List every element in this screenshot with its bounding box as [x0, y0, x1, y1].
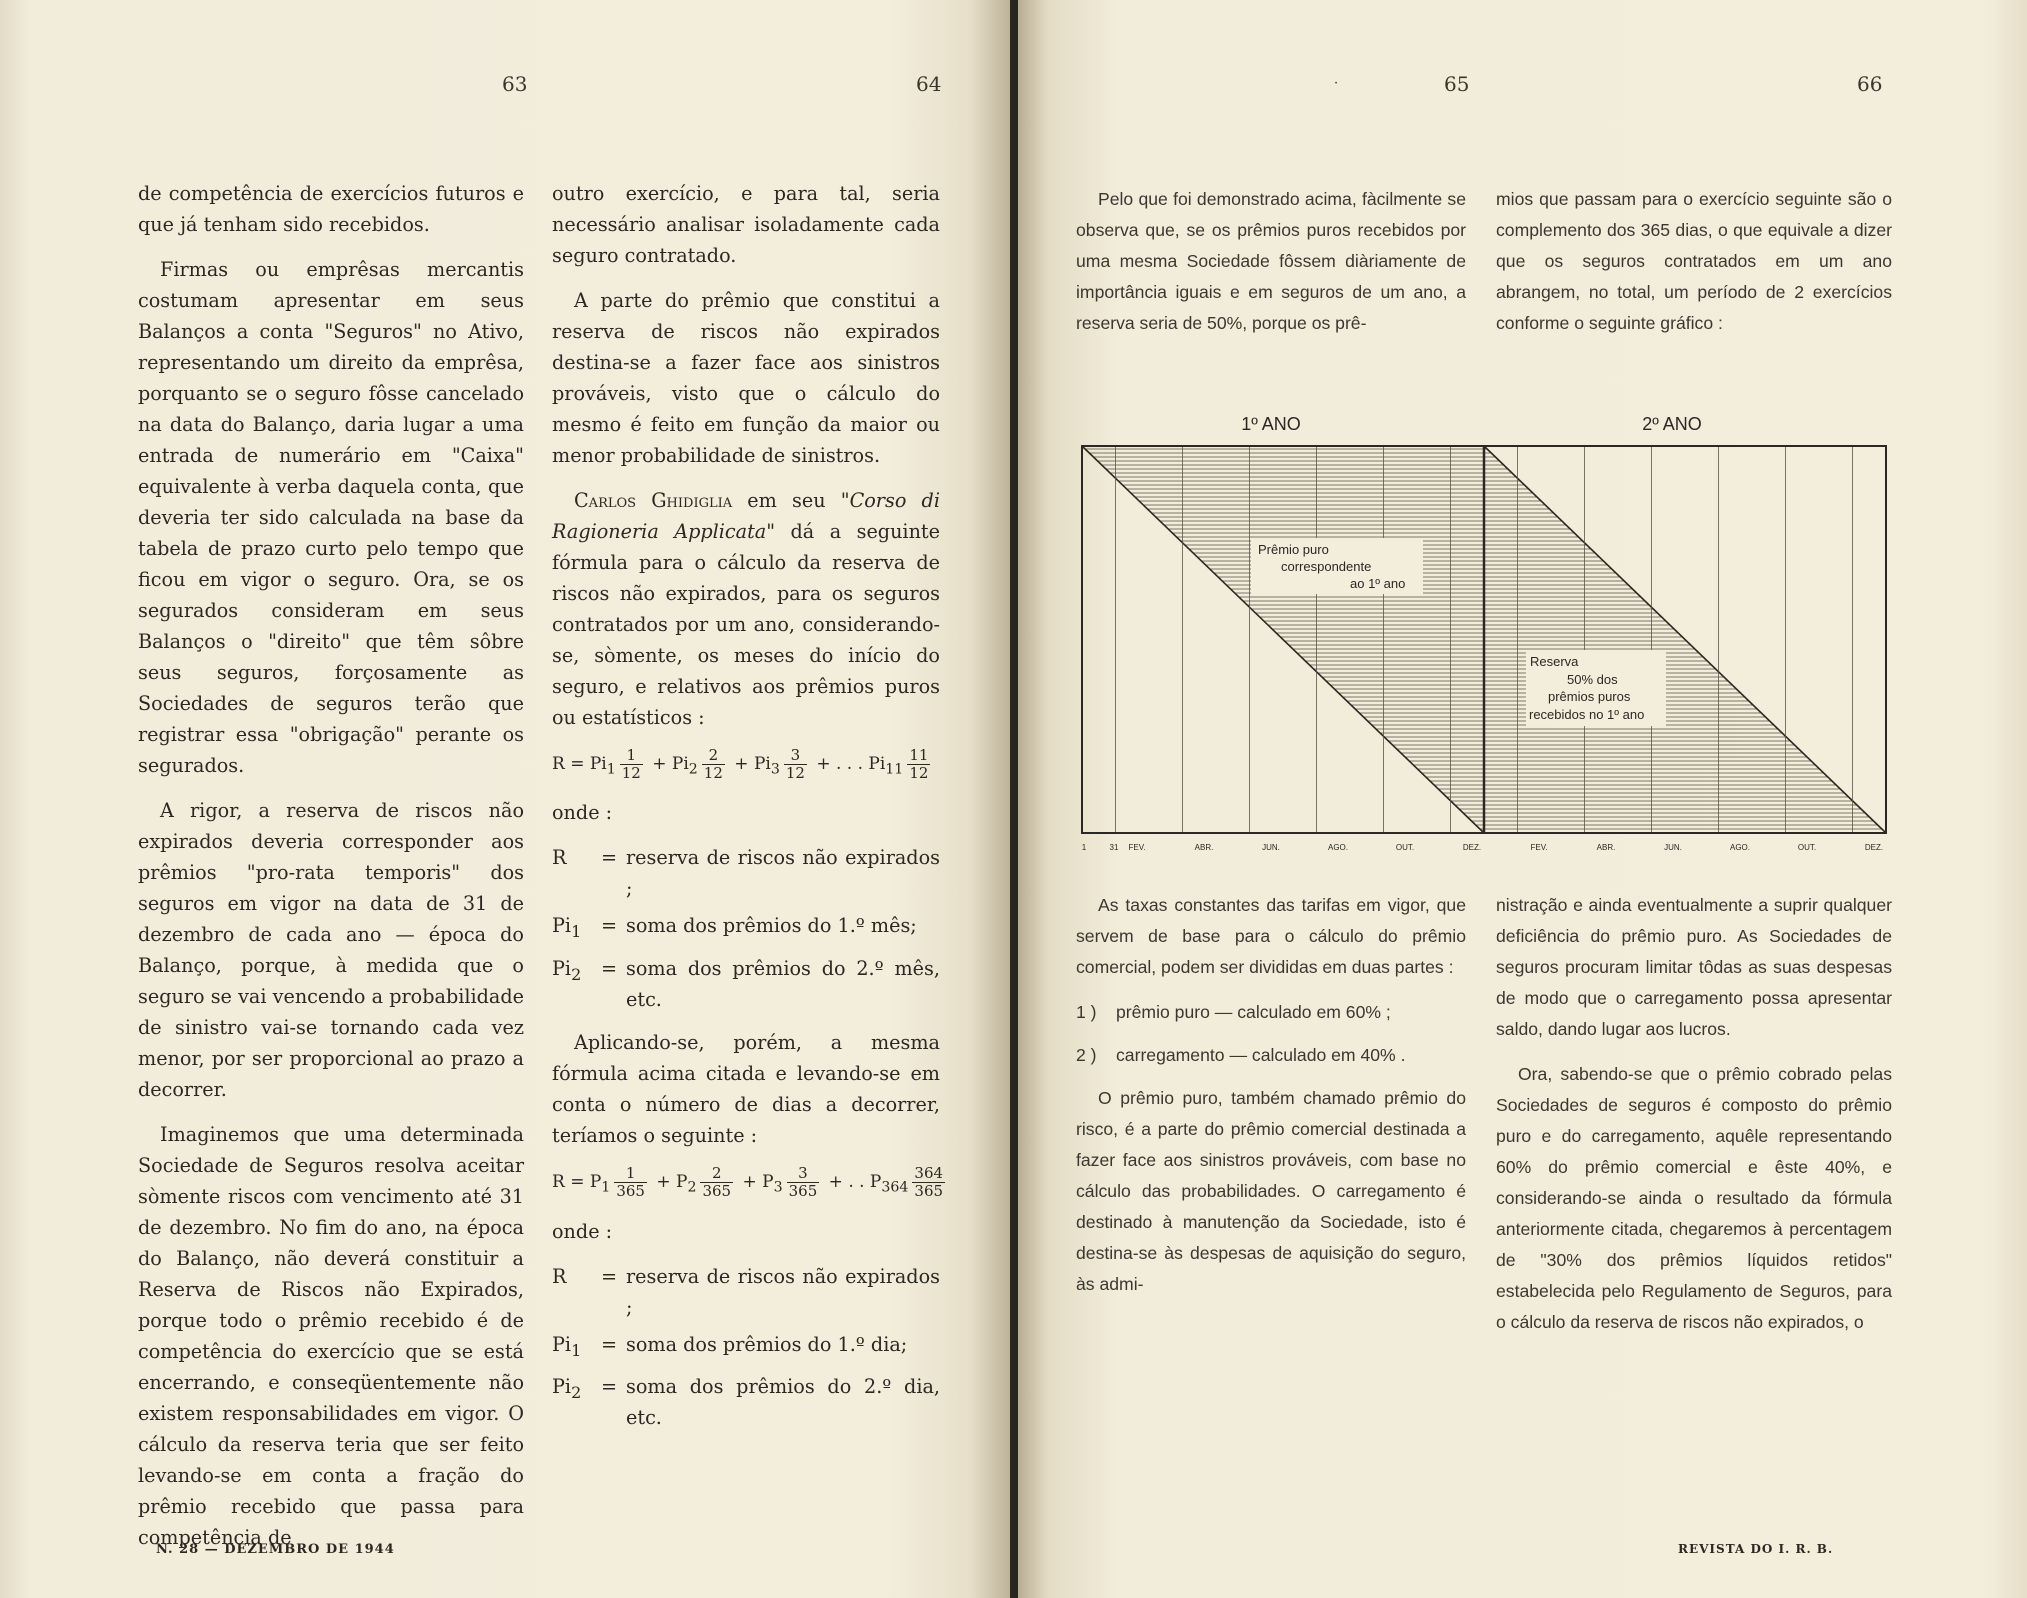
- numerator: 3: [787, 1165, 820, 1183]
- list-number: 2 ): [1076, 1045, 1097, 1065]
- area-label-reserva: [1526, 650, 1666, 726]
- paragraph: mios que passam para o exercício seguinte são o complemento dos 365 dias, o que equivale a dizer que os seguros contratados em um ano abrangem, no total, um período de 2 exercícios conforme o seguinte gráfico :: [1496, 189, 1892, 333]
- area-label-line: prêmios puros: [1548, 689, 1631, 704]
- area-label-line: recebidos no 1º ano: [1529, 707, 1645, 722]
- symbol-sub: 1: [571, 1340, 582, 1360]
- page-number-65: 65: [1444, 72, 1470, 96]
- formula-daily: [552, 1164, 944, 1203]
- paragraph: Firmas ou emprêsas mercantis costumam apresentar em seus Balanços a conta "Seguros" no Ativo, representando um direito da emprêsa, porquanto se o seguro fôsse cancelado na data do Balanço, daria lugar a uma entrada de numerário em "Caixa" equivalente à verba daquela conta, que deveria ter sido calculada na base da tabela de prazo curto pelo tempo que ficou em vigor o seguro. Ora, se os segurados consideram em seus Balanços o "direito" que têm sôbre seus seguros, forçosamente as Sociedades de seguros terão que registrar essa "obrigação" perante os segurados.: [138, 258, 524, 777]
- text-run: em seu: [732, 489, 841, 512]
- area-label-line: ao 1º ano: [1350, 576, 1406, 591]
- text-run: dá a seguinte fórmula para o cálculo da reserva de riscos não expirados, para os seguros contratados por um ano, considerando-se, sòmente, os meses do início do seguro, e relativos aos prêmios puros ou estatísticos :: [552, 520, 940, 729]
- definitions-list-2: [552, 1261, 940, 1434]
- panel-title-1: 1º ANO: [1241, 414, 1301, 434]
- equals: =: [600, 957, 618, 981]
- symbol-sub: 2: [571, 965, 582, 985]
- paragraph: Aplicando-se, porém, a mesma fórmula acima citada e levando-se em conta o número de dias a decorrer, teríamos o seguinte :: [552, 1031, 940, 1148]
- denominator: 365: [616, 1182, 645, 1201]
- list-text: carregamento — calculado em 40% .: [1116, 1045, 1406, 1065]
- fraction: [702, 747, 725, 782]
- numerator: 1: [620, 747, 643, 765]
- numerator: 1: [614, 1165, 647, 1183]
- paragraph: Imaginemos que uma determinada Sociedade de Seguros resolva aceitar sòmente riscos com vencimento até 31 de dezembro. No fim do ano, na época do Balanço, não deverá constituir a Reserva de Riscos não Expirados, porque todo o prêmio recebido é de competência do exercício que se está encerrando, e conseqüentemente não existem responsabilidades em vigor. O cálculo da reserva teria que ser feito levando-se em conta a fração do prêmio recebido que passa para competência de: [138, 1123, 524, 1549]
- x-axis-ticks: [1082, 843, 1883, 852]
- column-page-65-top: [1076, 184, 1466, 353]
- formula-term: + P: [742, 1172, 774, 1193]
- definitions-list-1: [552, 842, 940, 1015]
- numerator: 2: [700, 1165, 733, 1183]
- fraction: [700, 1165, 733, 1200]
- fraction: [620, 747, 643, 782]
- symbol: [552, 842, 592, 904]
- paragraph: nistração e ainda eventualmente a suprir qualquer deficiência do prêmio puro. As Sociedades de seguros procuram limitar tôdas as suas despesas de modo que o carregamento possa apresentar saldo, dando lugar aos lucros.: [1496, 895, 1892, 1039]
- definition-row: [552, 910, 940, 947]
- symbol-text: R: [552, 846, 567, 870]
- equals: =: [600, 1375, 618, 1399]
- formula-subscript: 3: [770, 761, 780, 778]
- page-number-66: 66: [1857, 72, 1883, 96]
- paragraph: A rigor, a reserva de riscos não expirados deveria corresponder aos prêmios "pro-rata temporis" dos seguros em vigor na data de 31 de dezembro de cada ano — época do Balanço, porque, à medida que o seguro se vai vencendo a probabilidade de sinistro vai-se tornando cada vez menor, por ser proporcional ao prazo a decorrer.: [138, 799, 524, 1101]
- x-tick-label: JUN.: [1262, 843, 1280, 852]
- symbol: [552, 953, 592, 1015]
- formula-subscript: 1: [606, 761, 616, 778]
- definition-row: [552, 1371, 940, 1433]
- paragraph: Pelo que foi demonstrado acima, fàcilmente se observa que, se os prêmios puros recebidos por uma mesma Sociedade fôssem diàriamente de importância iguais e em seguros de um ano, a reserva seria de 50%, porque os prê-: [1076, 189, 1466, 333]
- area-label-line: correspondente: [1281, 559, 1372, 574]
- author-name: Carlos Ghidiglia: [574, 489, 733, 512]
- column-page-63: [138, 178, 524, 1567]
- formula-subscript: 11: [885, 761, 904, 778]
- area-label-line: Prêmio puro: [1258, 542, 1329, 557]
- x-tick-label: OUT.: [1395, 843, 1415, 852]
- definition-text: soma dos prêmios do 2.º dia, etc.: [626, 1375, 940, 1430]
- denominator: 12: [621, 764, 641, 782]
- formula-subscript: 2: [688, 761, 698, 778]
- footer-issue: N. 28 — DEZEMBRO DE 1944: [156, 1542, 395, 1557]
- symbol-text: Pi: [552, 957, 572, 981]
- column-page-65-bottom: [1076, 890, 1466, 1314]
- list-item: [1076, 997, 1466, 1028]
- definition-text: reserva de riscos não expirados ;: [626, 1264, 940, 1319]
- definition-row: [552, 953, 940, 1015]
- formula-term: R = P: [552, 1172, 602, 1193]
- denominator: 365: [788, 1182, 818, 1201]
- definition-text: soma dos prêmios do 2.º mês, etc.: [626, 957, 940, 1012]
- x-tick-label: 31: [1109, 843, 1119, 852]
- formula-term: + P: [656, 1172, 688, 1193]
- formula-term: + . . P: [828, 1172, 882, 1193]
- paragraph: O prêmio puro, também chamado prêmio do risco, é a parte do prêmio comercial destinada a fazer face aos sinistros prováveis, com base no cálculo das probabilidades. O carregamento é destinado à manutenção da Sociedade, isto é destina-se às despesas de aquisição do seguro, às admi-: [1076, 1088, 1466, 1294]
- paragraph: outro exercício, e para tal, seria necessário analisar isoladamente cada seguro contratado.: [552, 182, 940, 267]
- definition-row: [552, 842, 940, 904]
- page-number-63: 63: [502, 72, 528, 96]
- denominator: 12: [785, 764, 805, 782]
- formula-term: + . . . Pi: [816, 754, 886, 774]
- footer-journal: REVISTA DO I. R. B.: [1678, 1542, 1834, 1556]
- book-title: "Corso di Ragioneria Applicata": [552, 489, 940, 543]
- page-mark: ·: [1334, 76, 1339, 91]
- definition-row: [552, 1261, 940, 1323]
- numerator: 364: [914, 1164, 944, 1183]
- reserve-chart-svg: [1078, 408, 1891, 853]
- definition-text: reserva de riscos não expirados ;: [626, 846, 940, 901]
- fraction: [614, 1165, 647, 1200]
- column-page-66-bottom: [1496, 890, 1892, 1352]
- fraction: [907, 747, 930, 782]
- fraction: [787, 1165, 820, 1200]
- onde-label: onde :: [552, 1219, 613, 1243]
- symbol: [552, 1371, 592, 1433]
- x-tick-label: ABR.: [1596, 843, 1616, 852]
- x-tick-label: OUT.: [1797, 843, 1817, 852]
- paragraph: de competência de exercícios futuros e que já tenham sido recebidos.: [138, 182, 524, 236]
- definition-row: [552, 1329, 940, 1366]
- symbol-text: R: [552, 1264, 567, 1288]
- equals: =: [600, 846, 618, 870]
- numerator: 2: [702, 747, 725, 765]
- x-tick-label: 1: [1081, 843, 1087, 852]
- left-page-spread: [0, 0, 1010, 1598]
- column-page-66-top: [1496, 184, 1892, 353]
- x-tick-label: AGO.: [1729, 843, 1751, 852]
- x-tick-label: ABR.: [1194, 843, 1214, 852]
- panel-title-2: 2º ANO: [1642, 414, 1702, 434]
- symbol-text: Pi: [552, 1332, 572, 1356]
- x-tick-label: JUN.: [1664, 843, 1682, 852]
- chart-plot-area: [1082, 446, 1886, 833]
- list-text: prêmio puro — calculado em 60% ;: [1116, 1002, 1391, 1022]
- symbol: [552, 1329, 592, 1366]
- denominator: 12: [909, 764, 929, 782]
- numerator: 3: [784, 747, 807, 765]
- paragraph: A parte do prêmio que constitui a reserva de riscos não expirados destina-se a fazer face aos sinistros prováveis, visto que o cálculo do mesmo é feito em função da maior ou menor probabilidade de sinistros.: [552, 289, 940, 467]
- area-label-line: 50% dos: [1567, 672, 1618, 687]
- page-number-64: 64: [916, 72, 942, 96]
- area-label-premio-puro: [1251, 538, 1423, 594]
- denominator: 365: [702, 1182, 732, 1201]
- formula-subscript: 1: [601, 1179, 611, 1196]
- fraction: [912, 1165, 945, 1200]
- equals: =: [600, 1332, 618, 1356]
- denominator: 12: [703, 764, 723, 782]
- reserve-chart: [1078, 408, 1891, 853]
- symbol: [552, 1261, 592, 1323]
- x-tick-label: DEZ.: [1462, 843, 1482, 852]
- paragraph-ghidiglia: [552, 485, 940, 733]
- symbol-text: Pi: [552, 914, 572, 938]
- x-tick-label: DEZ.: [1864, 843, 1884, 852]
- formula-subscript: 2: [687, 1179, 697, 1196]
- definition-text: soma dos prêmios do 1.º mês;: [626, 914, 917, 938]
- x-tick-label: FEV.: [1128, 843, 1146, 852]
- symbol-text: Pi: [552, 1375, 572, 1399]
- list-number: 1 ): [1076, 1002, 1097, 1022]
- equals: =: [600, 914, 618, 938]
- paragraph: As taxas constantes das tarifas em vigor, que servem de base para o cálculo do prêmio comercial, podem ser divididas em duas partes :: [1076, 895, 1466, 977]
- formula-monthly: [552, 747, 940, 785]
- list-item: [1076, 1040, 1466, 1071]
- numerator: 11: [909, 746, 929, 764]
- formula-term: + Pi: [652, 754, 689, 774]
- column-page-64: [552, 178, 944, 1445]
- definition-text: soma dos prêmios do 1.º dia;: [626, 1332, 908, 1356]
- symbol-sub: 1: [571, 922, 582, 942]
- paragraph: Ora, sabendo-se que o prêmio cobrado pelas Sociedades de seguros é composto do prêmio puro e do carregamento, aquêle representando 60% do prêmio comercial e êste 40%, e considerando-se ainda o resultado da fórmula anteriormente citada, chegaremos à percentagem de "30% dos prêmios líquidos retidos" estabelecida pelo Regulamento de Seguros, para o cálculo da reserva de riscos não expirados, o: [1496, 1064, 1892, 1332]
- denominator: 365: [914, 1182, 944, 1201]
- symbol-sub: 2: [571, 1383, 582, 1403]
- formula-term: R = Pi: [552, 754, 607, 774]
- formula-subscript: 3: [773, 1179, 783, 1196]
- equals: =: [600, 1264, 618, 1288]
- x-tick-label: FEV.: [1530, 843, 1548, 852]
- x-tick-label: AGO.: [1327, 843, 1349, 852]
- formula-subscript: 364: [881, 1179, 909, 1196]
- formula-term: + Pi: [734, 754, 771, 774]
- onde-label: onde :: [552, 801, 613, 825]
- area-label-line: Reserva: [1530, 654, 1579, 669]
- symbol: [552, 910, 592, 947]
- fraction: [784, 747, 807, 782]
